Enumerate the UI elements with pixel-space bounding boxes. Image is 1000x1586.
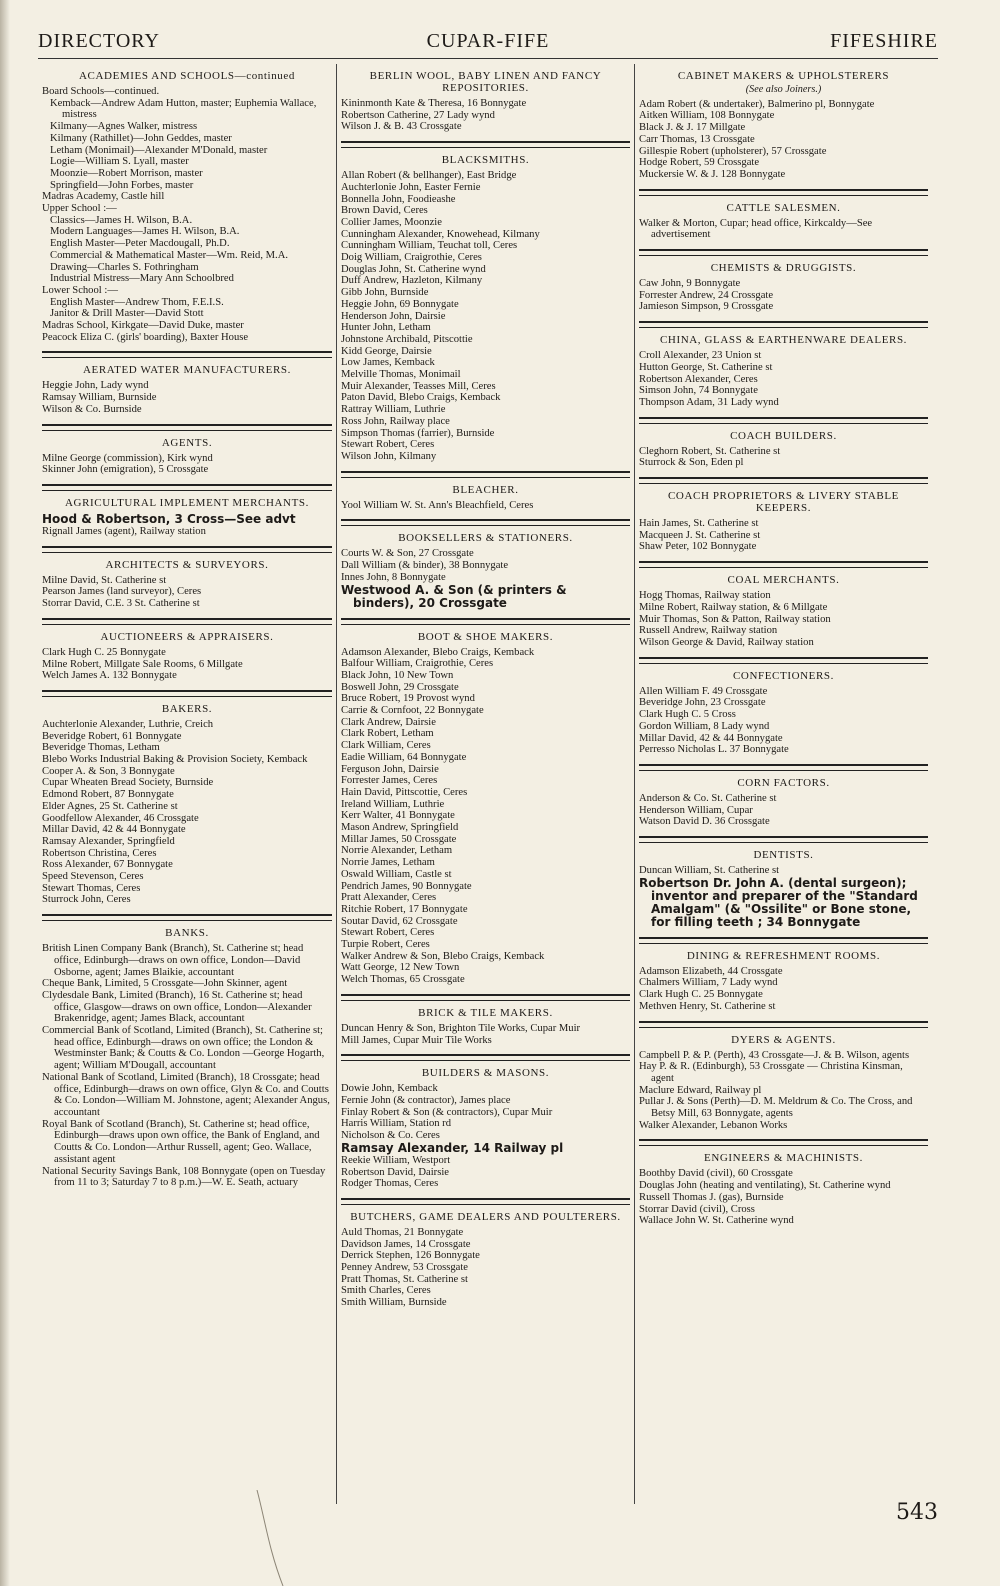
directory-entry: Pendrich James, 90 Bonnygate (341, 880, 472, 892)
directory-entry: Stewart Thomas, Ceres (42, 882, 141, 894)
directory-entry: Walker Andrew & Son, Blebo Craigs, Kemback (341, 950, 545, 962)
directory-entry: Aitken William, 108 Bonnygate (639, 110, 775, 122)
directory-entry: Ferguson John, Dairsie (341, 763, 439, 775)
directory-entry: Kilmany (Rathillet)—John Geddes, master (50, 132, 232, 144)
directory-entry: Gordon William, 8 Lady wynd (639, 720, 770, 732)
directory-entry: Gillespie Robert (upholsterer), 57 Crossgate (639, 145, 827, 157)
directory-section (341, 484, 630, 512)
directory-section (639, 1034, 928, 1132)
directory-section (639, 262, 928, 313)
directory-entry: Kilmany—Agnes Walker, mistress (50, 121, 198, 133)
running-head (38, 30, 938, 56)
directory-entry: Millar David, 42 & 44 Bonnygate (639, 732, 783, 744)
directory-entry: Macqueen J. St. Catherine st (639, 529, 761, 541)
directory-entry: Milne David, St. Catherine st (42, 574, 167, 586)
directory-entry: Hogg Thomas, Railway station (639, 590, 771, 602)
section-separator (42, 351, 332, 358)
directory-entry: Letham (Monimail)—Alexander M'Donald, master (50, 144, 268, 156)
section-heading: AERATED WATER MANUFACTURERS. (83, 364, 291, 377)
directory-entry: Storrar David (civil), Cross (639, 1203, 755, 1215)
directory-entry: Nicholson & Co. Ceres (341, 1130, 440, 1142)
directory-entry: Hain James, St. Catherine st (639, 518, 759, 530)
section-heading: BOOKSELLERS & STATIONERS. (398, 532, 573, 545)
section-heading: ARCHITECTS & SURVEYORS. (105, 558, 269, 571)
directory-section (639, 490, 928, 553)
section-heading: BAKERS. (161, 702, 213, 715)
directory-entry: Watt George, 12 New Town (341, 962, 460, 974)
directory-section (341, 631, 630, 986)
directory-entry: Goodfellow Alexander, 46 Crossgate (42, 812, 199, 824)
section-separator (341, 994, 630, 1001)
directory-entry: Henderson John, Dairsie (341, 310, 446, 322)
directory-entry: Stewart Robert, Ceres (341, 439, 435, 451)
directory-entry: Janitor & Drill Master—David Stott (50, 308, 204, 320)
directory-entry: Modern Languages—James H. Wilson, B.A. (50, 226, 240, 238)
directory-entry: Wilson J. & B. 43 Crossgate (341, 121, 462, 133)
section-separator (341, 618, 630, 625)
directory-entry: Cunningham Alexander, Knowehead, Kilmany (341, 228, 540, 240)
directory-entry: Pullar J. & Sons (Perth)—D. M. Meldrum & Co. The Cross, and Betsy Mill, 63 Bonnygate, agents (639, 1096, 913, 1120)
directory-section (341, 154, 630, 463)
directory-entry: Boswell John, 29 Crossgate (341, 681, 459, 693)
section-heading: CATTLE SALESMEN. (726, 201, 841, 214)
section-heading: BUTCHERS, GAME DEALERS AND POULTERERS. (350, 1210, 621, 1223)
section-separator (639, 1021, 928, 1028)
directory-entry: Wilson George & David, Railway station (639, 636, 814, 648)
directory-entry: Turpie Robert, Ceres (341, 939, 430, 951)
directory-entry: English Master—Peter Macdougall, Ph.D. (50, 238, 230, 250)
directory-entry: Gibb John, Burnside (341, 287, 429, 299)
directory-entry: Simson John, 74 Bonnygate (639, 385, 758, 397)
section-separator (639, 189, 928, 196)
directory-entry: Cunningham William, Teuchat toll, Ceres (341, 240, 518, 252)
directory-entry: Commercial Bank of Scotland, Limited (Branch), St. Catherine st; head office, Edinburgh—draws on own office; the London & Westminster Bank; & Coutts & Co. London —George Hogarth, agent; William M'Dougall, accountant (42, 1025, 325, 1072)
directory-entry: Upper School :— (42, 203, 117, 215)
section-separator (42, 546, 332, 553)
directory-entry: Ireland William, Luthrie (341, 798, 445, 810)
directory-entry: Hunter John, Letham (341, 322, 431, 334)
directory-entry: English Master—Andrew Thom, F.E.I.S. (50, 296, 224, 308)
section-separator (42, 484, 332, 491)
directory-entry: Hay P. & R. (Edinburgh), 53 Crossgate — Christina Kinsman, agent (639, 1061, 903, 1084)
section-heading: DINING & REFRESHMENT ROOMS. (686, 949, 881, 962)
directory-entry: Allen William F. 49 Crossgate (639, 685, 768, 697)
section-heading: CONFECTIONERS. (733, 669, 834, 682)
section-heading: BLACKSMITHS. (441, 154, 530, 167)
directory-section (639, 950, 928, 1013)
directory-entry: Skinner John (emigration), 5 Crossgate (42, 464, 209, 476)
page-number: 543 (896, 1500, 938, 1525)
directory-entry: Cooper A. & Son, 3 Bonnygate (42, 765, 175, 777)
directory-entry: Rattray William, Luthrie (341, 404, 446, 416)
directory-entry: Johnstone Archibald, Pitscottie (341, 333, 473, 345)
section-heading: AGRICULTURAL IMPLEMENT MERCHANTS. (65, 496, 309, 509)
directory-section (42, 497, 332, 538)
directory-entry: Clydesdale Bank, Limited (Branch), 16 St. Catherine st; head office, Glasgow—draws on own office, London—Alexander Brakenridge, agent; James Black, accountant (42, 989, 312, 1025)
directory-entry: Carr Thomas, 13 Crossgate (639, 133, 755, 145)
directory-entry: Penney Andrew, 53 Crossgate (341, 1262, 469, 1274)
directory-entry: Ramsay William, Burnside (42, 392, 157, 404)
section-separator (639, 561, 928, 568)
directory-section (42, 559, 332, 610)
directory-entry: Balfour William, Craigrothie, Ceres (341, 658, 494, 670)
directory-entry: Clark Hugh C. 5 Cross (639, 709, 736, 721)
directory-entry: Madras School, Kirkgate—David Duke, master (42, 320, 244, 332)
directory-entry: Westwood A. & Son (& printers & binders), 20 Crossgate (341, 582, 567, 610)
directory-entry: Ramsay Alexander, 14 Railway pl (341, 1140, 564, 1155)
directory-entry: Springfield—John Forbes, master (50, 179, 194, 191)
directory-entry: Mill James, Cupar Muir Tile Works (341, 1034, 492, 1046)
directory-entry: Commercial & Mathematical Master—Wm. Reid, M.A. (50, 249, 289, 261)
section-separator (639, 657, 928, 664)
directory-section (639, 202, 928, 241)
directory-entry: Robertson David, Dairsie (341, 1166, 449, 1178)
directory-entry: Clark William, Ceres (341, 740, 431, 752)
section-separator (42, 424, 332, 431)
directory-entry: Shaw Peter, 102 Bonnygate (639, 541, 757, 553)
directory-entry: Dall William (& binder), 38 Bonnygate (341, 560, 509, 572)
directory-entry: Edmond Robert, 87 Bonnygate (42, 789, 174, 801)
directory-entry: Derrick Stephen, 126 Bonnygate (341, 1250, 480, 1262)
directory-entry: Kemback—Andrew Adam Hutton, master; Euphemia Wallace, mistress (50, 97, 317, 121)
column-1 (38, 64, 336, 1504)
directory-section (341, 1211, 630, 1309)
directory-entry: Anderson & Co. St. Catherine st (639, 792, 777, 804)
directory-entry: National Bank of Scotland, Limited (Branch), 18 Crossgate; head office, Edinburgh—draws on own office, Glyn & Co. and Coutts & Co. London—William M. Johnstone, agent; Alexander Angus, accountant (42, 1071, 330, 1118)
directory-entry: Clark Hugh C. 25 Bonnygate (42, 646, 166, 658)
directory-entry: Industrial Mistress—Mary Ann Schoolbred (50, 273, 234, 285)
directory-entry: Chalmers William, 7 Lady wynd (639, 977, 778, 989)
section-heading: AUCTIONEERS & APPRAISERS. (100, 630, 274, 643)
page-gutter-shadow (0, 0, 10, 1586)
directory-entry: Black J. & J. 17 Millgate (639, 122, 746, 134)
section-heading: COACH PROPRIETORS & LIVERY STABLE KEEPERS. (667, 490, 899, 515)
directory-section (341, 70, 630, 133)
directory-entry: Innes John, 8 Bonnygate (341, 571, 446, 583)
directory-entry: Oswald William, Castle st (341, 868, 452, 880)
directory-entry: Beveridge John, 23 Crossgate (639, 697, 766, 709)
directory-entry: Reekie William, Westport (341, 1154, 451, 1166)
directory-entry: Norrie Alexander, Letham (341, 845, 453, 857)
section-heading: BANKS. (165, 927, 209, 940)
directory-entry: Ross John, Railway place (341, 415, 450, 427)
section-heading: CHEMISTS & DRUGGISTS. (710, 262, 857, 275)
directory-entry: Thompson Adam, 31 Lady wynd (639, 396, 779, 408)
directory-entry: Stewart Robert, Ceres (341, 927, 435, 939)
section-heading: ACADEMIES AND SCHOOLS—continued (79, 70, 295, 82)
directory-entry: Wallace John W. St. Catherine wynd (639, 1215, 794, 1227)
section-separator (341, 141, 630, 148)
directory-section (639, 849, 928, 929)
section-heading: ENGINEERS & MACHINISTS. (704, 1152, 863, 1165)
section-separator (341, 1054, 630, 1061)
directory-section (341, 1007, 630, 1046)
directory-entry: Moonzie—Robert Morrison, master (50, 167, 203, 179)
directory-entry: Melville Thomas, Monimail (341, 369, 461, 381)
directory-section (42, 437, 332, 476)
directory-entry: Paton David, Blebo Craigs, Kemback (341, 392, 501, 404)
directory-entry: Kidd George, Dairsie (341, 345, 432, 357)
column-2 (336, 64, 634, 1504)
directory-entry: Black John, 10 New Town (341, 669, 454, 681)
directory-entry: Madras Academy, Castle hill (42, 191, 165, 203)
directory-entry: Robertson Dr. John A. (dental surgeon); inventor and preparer of the "Standard Amalgam" (& "Ossilite" or Bone stone, for filling teeth ; 34 Bonnygate (639, 875, 918, 929)
directory-entry: Pearson James (land surveyor), Ceres (42, 586, 202, 598)
directory-section (42, 364, 332, 415)
directory-entry: Harris William, Station rd (341, 1118, 452, 1130)
directory-entry: Auchterlonie John, Easter Fernie (341, 181, 481, 193)
directory-entry: Forrester James, Ceres (341, 775, 438, 787)
directory-entry: Rignall James (agent), Railway station (42, 525, 206, 537)
directory-entry: Millar David, 42 & 44 Bonnygate (42, 824, 186, 836)
directory-entry: Adamson Elizabeth, 44 Crossgate (639, 965, 783, 977)
directory-section (42, 927, 332, 1189)
header-rule (38, 58, 938, 59)
directory-entry: Heggie John, Lady wynd (42, 380, 149, 392)
directory-entry: Walker & Morton, Cupar; head office, Kirkcaldy—See advertisement (639, 217, 873, 241)
directory-entry: Sturrock John, Ceres (42, 894, 131, 906)
section-separator (341, 1198, 630, 1205)
directory-entry: Davidson James, 14 Crossgate (341, 1238, 471, 1250)
directory-entry: Heggie John, 69 Bonnygate (341, 298, 459, 310)
directory-entry: Ritchie Robert, 17 Bonnygate (341, 903, 468, 915)
directory-entry: Milne Robert, Millgate Sale Rooms, 6 Millgate (42, 658, 243, 670)
section-separator (639, 764, 928, 771)
section-heading: BOOT & SHOE MAKERS. (417, 630, 554, 643)
directory-entry: British Linen Company Bank (Branch), St. Catherine st; head office, Edinburgh—draws on own office, London—David Osborne, agent; James Blaikie, accountant (42, 943, 304, 978)
directory-entry: Kininmonth Kate & Theresa, 16 Bonnygate (341, 98, 527, 109)
section-heading: BRICK & TILE MAKERS. (418, 1006, 553, 1019)
directory-entry: Welch Thomas, 65 Crossgate (341, 974, 465, 986)
section-separator (639, 937, 928, 944)
directory-columns (38, 64, 936, 1504)
running-head-right: FIFESHIRE (830, 30, 938, 52)
directory-entry: Robertson Alexander, Ceres (639, 373, 758, 385)
paper-crease-mark (255, 1490, 295, 1586)
column-3 (634, 64, 932, 1504)
directory-entry: Maclure Edward, Railway pl (639, 1084, 762, 1096)
directory-entry: Beveridge Thomas, Letham (42, 742, 160, 754)
directory-entry: Auld Thomas, 21 Bonnygate (341, 1226, 464, 1238)
directory-entry: Royal Bank of Scotland (Branch), St. Catherine st; head office, Edinburgh—draws upon own office, the Bank of England, and Coutts & Co. London—Arthur Russell, agent; Geo. Wallace, assistant agent (42, 1118, 320, 1165)
directory-section (639, 670, 928, 756)
directory-entry: Hood & Robertson, 3 Cross—See advt (42, 511, 296, 526)
directory-entry: Bonnella John, Foodieashe (341, 193, 456, 205)
directory-entry: Russell Andrew, Railway station (639, 625, 778, 637)
section-separator (42, 618, 332, 625)
directory-entry: National Security Savings Bank, 108 Bonnygate (open on Tuesday from 11 to 3; Saturday 7 to 8 p.m.)—W. E. Seath, actuary (42, 1165, 326, 1189)
directory-entry: Adam Robert (& undertaker), Balmerino pl, Bonnygate (639, 98, 875, 110)
directory-entry: Simpson Thomas (farrier), Burnside (341, 427, 495, 439)
section-heading: BLEACHER. (452, 483, 519, 496)
directory-entry: Allan Robert (& bellhanger), East Bridge (341, 170, 517, 182)
directory-entry: Cheque Bank, Limited, 5 Crossgate—John Skinner, agent (42, 978, 288, 990)
directory-section (639, 777, 928, 828)
directory-entry: Smith William, Burnside (341, 1297, 447, 1309)
directory-entry: Henderson William, Cupar (639, 804, 753, 816)
section-separator (42, 914, 332, 921)
directory-entry: Duff Andrew, Hazleton, Kilmany (341, 275, 483, 287)
directory-entry: Wilson & Co. Burnside (42, 403, 142, 415)
directory-entry: Carrie & Cornfoot, 22 Bonnygate (341, 705, 484, 717)
directory-entry: Croll Alexander, 23 Union st (639, 350, 762, 362)
directory-entry: Muir Alexander, Teasses Mill, Ceres (341, 380, 496, 392)
directory-entry: Watson David D. 36 Crossgate (639, 816, 770, 828)
directory-entry: Campbell P. & P. (Perth), 43 Crossgate—J. & B. Wilson, agents (639, 1049, 910, 1061)
directory-entry: Pratt Alexander, Ceres (341, 892, 437, 904)
directory-entry: Wilson John, Kilmany (341, 450, 437, 462)
directory-entry: Hodge Robert, 59 Crossgate (639, 157, 760, 169)
directory-entry: Lower School :— (42, 284, 118, 296)
section-heading: DYERS & AGENTS. (731, 1033, 836, 1046)
section-separator (639, 1139, 928, 1146)
directory-entry: Smith Charles, Ceres (341, 1285, 431, 1297)
section-separator (639, 417, 928, 424)
directory-entry: Robertson Christina, Ceres (42, 847, 157, 859)
directory-entry: Soutar David, 62 Crossgate (341, 915, 458, 927)
section-separator (639, 477, 928, 484)
section-heading: CORN FACTORS. (737, 776, 830, 789)
directory-entry: Speed Stevenson, Ceres (42, 871, 144, 883)
directory-section (639, 430, 928, 469)
directory-entry: Elder Agnes, 25 St. Catherine st (42, 800, 178, 812)
directory-entry: Yool William W. St. Ann's Bleachfield, Ceres (341, 499, 534, 511)
directory-entry: Forrester Andrew, 24 Crossgate (639, 289, 774, 301)
directory-entry: Duncan Henry & Son, Brighton Tile Works, Cupar Muir (341, 1022, 581, 1034)
directory-entry: Norrie James, Letham (341, 857, 435, 869)
section-separator (341, 471, 630, 478)
directory-entry: Adamson Alexander, Blebo Craigs, Kemback (341, 646, 535, 658)
directory-entry: Douglas John, St. Catherine wynd (341, 263, 486, 275)
directory-entry: Courts W. & Son, 27 Crossgate (341, 548, 474, 560)
directory-section (639, 574, 928, 649)
directory-entry: Duncan William, St. Catherine st (639, 865, 780, 877)
directory-entry: Brown David, Ceres (341, 205, 428, 217)
directory-section (341, 532, 630, 609)
section-heading: BERLIN WOOL, BABY LINEN AND FANCY REPOSITORIES. (369, 70, 602, 94)
directory-section (639, 1152, 928, 1227)
directory-section (42, 70, 332, 343)
directory-section (42, 703, 332, 906)
directory-entry: Walker Alexander, Lebanon Works (639, 1119, 788, 1131)
directory-entry: Low James, Kemback (341, 357, 435, 369)
directory-entry: Pratt Thomas, St. Catherine st (341, 1273, 468, 1285)
directory-entry: Milne Robert, Railway station, & 6 Millgate (639, 601, 828, 613)
directory-entry: Jamieson Simpson, 9 Crossgate (639, 301, 774, 313)
directory-entry: Ross Alexander, 67 Bonnygate (42, 859, 173, 871)
directory-entry: Cupar Wheaten Bread Society, Burnside (42, 777, 214, 789)
directory-entry: Ramsay Alexander, Springfield (42, 835, 175, 847)
directory-entry: Sturrock & Son, Eden pl (639, 457, 744, 469)
directory-section (42, 631, 332, 682)
directory-entry: Dowie John, Kemback (341, 1083, 438, 1095)
section-heading: CHINA, GLASS & EARTHENWARE DEALERS. (659, 334, 908, 347)
section-separator (42, 690, 332, 697)
section-heading: DENTISTS. (753, 849, 814, 862)
directory-entry: Blebo Works Industrial Baking & Provision Society, Kemback (42, 754, 308, 766)
directory-entry: Collier James, Moonzie (341, 216, 442, 228)
section-heading: COACH BUILDERS. (730, 429, 837, 442)
directory-entry: Robertson Catherine, 27 Lady wynd (341, 109, 495, 121)
directory-entry: Millar James, 50 Crossgate (341, 833, 457, 845)
directory-entry: Perresso Nicholas L. 37 Bonnygate (639, 744, 789, 756)
directory-entry: Finlay Robert & Son (& contractors), Cupar Muir (341, 1106, 553, 1118)
directory-entry: Clark Robert, Letham (341, 728, 434, 740)
directory-entry: Logie—William S. Lyall, master (50, 156, 189, 168)
directory-entry: Hutton George, St. Catherine st (639, 361, 773, 373)
directory-entry: Beveridge Robert, 61 Bonnygate (42, 730, 182, 742)
directory-entry: Peacock Eliza C. (girls' boarding), Baxter House (42, 331, 249, 343)
directory-entry: Boothby David (civil), 60 Crossgate (639, 1168, 793, 1180)
directory-section (639, 70, 928, 181)
directory-entry: Mason Andrew, Springfield (341, 822, 459, 834)
section-heading: BUILDERS & MASONS. (421, 1067, 550, 1080)
directory-entry: Bruce Robert, 19 Provost wynd (341, 693, 475, 705)
directory-entry: Fernie John (& contractor), James place (341, 1095, 511, 1106)
section-separator (341, 519, 630, 526)
section-separator (639, 836, 928, 843)
directory-entry: Doig William, Craigrothie, Ceres (341, 252, 482, 264)
directory-entry: Auchterlonie Alexander, Luthrie, Creich (42, 718, 214, 730)
directory-entry: Muckersie W. & J. 128 Bonnygate (639, 168, 786, 180)
directory-entry: Muir Thomas, Son & Patton, Railway station (639, 613, 831, 625)
directory-entry: Clark Hugh C. 25 Bonnygate (639, 989, 763, 1001)
section-heading: AGENTS. (161, 436, 213, 449)
running-head-center: CUPAR-FIFE (426, 30, 550, 52)
directory-entry: Rodger Thomas, Ceres (341, 1178, 439, 1190)
directory-section (639, 334, 928, 409)
directory-entry: Storrar David, C.E. 3 St. Catherine st (42, 598, 200, 610)
directory-section (341, 1067, 630, 1190)
directory-entry: Hain David, Pittscottie, Ceres (341, 786, 468, 798)
directory-entry: Douglas John (heating and ventilating), St. Catherine wynd (639, 1180, 891, 1192)
section-heading: COAL MERCHANTS. (727, 574, 840, 587)
directory-entry: Welch James A. 132 Bonnygate (42, 670, 177, 682)
directory-entry: Cleghorn Robert, St. Catherine st (639, 445, 781, 457)
section-separator (639, 249, 928, 256)
directory-entry: Caw John, 9 Bonnygate (639, 278, 741, 290)
section-heading: CABINET MAKERS & UPHOLSTERERS (677, 70, 890, 82)
running-head-left: DIRECTORY (38, 30, 160, 52)
section-note: (See also Joiners.) (745, 84, 822, 95)
directory-entry: Drawing—Charles S. Fothringham (50, 261, 199, 273)
directory-entry: Classics—James H. Wilson, B.A. (50, 214, 193, 226)
directory-entry: Clark Andrew, Dairsie (341, 716, 436, 728)
section-separator (639, 321, 928, 328)
directory-entry: Russell Thomas J. (gas), Burnside (639, 1191, 784, 1203)
directory-entry: Board Schools—continued. (42, 86, 160, 97)
directory-entry: Eadie William, 64 Bonnygate (341, 751, 467, 763)
directory-entry: Methven Henry, St. Catherine st (639, 1000, 776, 1012)
directory-entry: Kerr Walter, 41 Bonnygate (341, 810, 455, 822)
directory-entry: Milne George (commission), Kirk wynd (42, 452, 213, 464)
